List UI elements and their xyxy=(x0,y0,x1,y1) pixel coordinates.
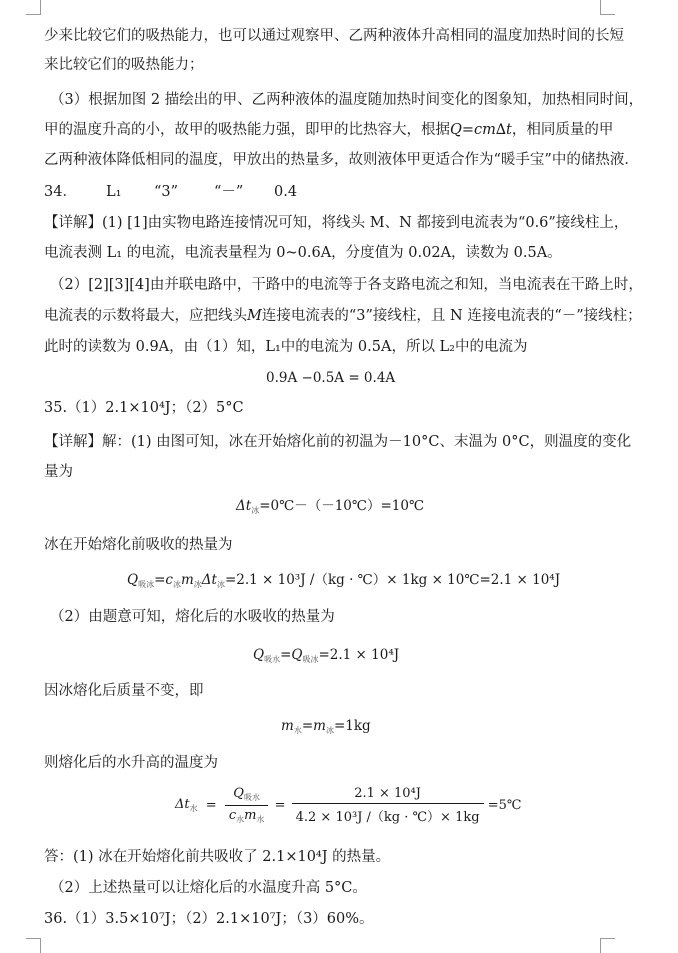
eq6-lhs-sub: 水 xyxy=(189,804,198,813)
text-line-4 xyxy=(44,120,613,140)
explanation-35-line-3: 冰在开始熔化前吸收的热量为 xyxy=(44,537,233,553)
explanation-34-line-4-head: 电流表的示数将最大，应把线头 xyxy=(44,308,247,324)
eq6-lhs xyxy=(175,797,198,814)
eq5-m2: =m xyxy=(301,718,326,734)
eq3-c: =c xyxy=(154,572,173,588)
explanation-34-line-1: 【详解】(1) [1]由实物电路连接情况可知，将线头 M、N 都接到电流表为“0.6”接线柱上， xyxy=(44,215,629,231)
answer-34 xyxy=(44,182,297,202)
eq6-equals-1: = xyxy=(205,798,217,813)
text-line-4-tail: ，相同质量的甲 xyxy=(511,122,614,138)
eq4-q2-sub: 吸冰 xyxy=(302,655,319,664)
answer-34-blank-2: “3” xyxy=(154,184,179,200)
answer-34-blank-4: 0.4 xyxy=(274,184,298,200)
eq3-c-sub: 冰 xyxy=(172,580,181,589)
crop-mark-bottom-left xyxy=(26,938,41,953)
eq5-rhs: =1kg xyxy=(333,718,371,734)
answer-36: 36.（1）3.5×10⁷J；（2）2.1×10⁷J；（3）60%。 xyxy=(44,911,374,927)
eq6-f1-den-sub2: 水 xyxy=(256,815,265,824)
eq5-m1-sub: 水 xyxy=(293,726,302,735)
answer-34-blank-3: “－” xyxy=(214,184,244,200)
eq6-f2-denominator: 4.2 × 10³J /（kg · ℃）× 1kg xyxy=(295,810,480,825)
eq6-f1-num-q: Q xyxy=(233,786,244,801)
eq6-f1-den-m: m xyxy=(244,808,257,823)
explanation-34-line-4 xyxy=(44,306,642,326)
eq6-result: =5℃ xyxy=(487,798,522,813)
text-line-3: （3）根据加图 2 描绘出的甲、乙两种液体的温度随加热时间变化的图象知，加热相同时间， xyxy=(50,92,644,108)
eq6-f1-den-sub1: 水 xyxy=(236,815,245,824)
question-34-number: 34． xyxy=(44,184,77,200)
crop-mark-bottom-right xyxy=(600,938,615,953)
eq6-f1-den-c: c xyxy=(228,808,237,823)
equation-heat-water xyxy=(253,645,399,670)
eq5-m1: m xyxy=(281,718,294,734)
crop-mark-top-left xyxy=(26,0,41,15)
wire-m-label: M xyxy=(247,308,262,324)
conclusion-35-line-1: 答：(1) 冰在开始熔化前共吸收了 2.1×10⁴J 的热量。 xyxy=(44,849,391,865)
answer-35: 35.（1）2.1×10⁴J；（2）5°C xyxy=(44,400,244,416)
answer-34-blank-1: L₁ xyxy=(106,184,122,200)
formula-q-cm-dt: Q=cm∆t xyxy=(450,122,512,138)
explanation-35-line-2: 量为 xyxy=(44,464,73,480)
text-line-4-head: 甲的温度升高的小，故甲的吸热能力强，即甲的比热容大，根据 xyxy=(44,122,450,138)
equation-temperature-rise xyxy=(175,786,521,834)
eq3-m: m xyxy=(180,572,194,588)
explanation-35-line-5: 因冰熔化后质量不变，即 xyxy=(44,683,204,699)
eq3-dt-sub: 冰 xyxy=(216,580,225,589)
equation-delta-t-ice xyxy=(236,496,424,521)
eq3-rhs: =2.1 × 10³J /（kg · ℃）× 1kg × 10℃=2.1 × 10⁴J xyxy=(224,572,561,588)
eq6-f1-num-sub: 吸水 xyxy=(243,793,260,802)
eq6-f2-numerator: 2.1 × 10⁴J xyxy=(292,786,484,804)
eq6-equals-2: = xyxy=(274,798,286,813)
eq3-m-sub: 冰 xyxy=(193,580,202,589)
eq5-m2-sub: 冰 xyxy=(325,726,334,735)
equation-heat-ice xyxy=(127,570,560,595)
equation-current: 0.9A −0.5A = 0.4A xyxy=(266,370,396,386)
eq6-fraction-numeric xyxy=(292,786,484,825)
eq6-lhs-symbol: Δt xyxy=(175,797,190,812)
eq4-q1-sub: 吸水 xyxy=(264,655,281,664)
text-line-5: 乙两种液体降低相同的温度，甲放出的热量多，故则液体甲更适合作为“暖手宝”中的储热液． xyxy=(44,152,639,168)
eq2-symbol: Δt xyxy=(236,498,252,514)
eq3-q-sub: 吸冰 xyxy=(138,580,155,589)
explanation-34-line-3: （2）[2][3][4]由并联电路中，干路中的电流等于各支路电流之和知，当电流表在干路上时， xyxy=(50,277,643,293)
explanation-35-line-1: 【详解】解：(1) 由图可知，冰在开始熔化前的初温为－10°C、末温为 0°C，则温度的变化 xyxy=(44,434,632,450)
eq4-rhs: =2.1 × 10⁴J xyxy=(318,647,400,663)
conclusion-35-line-2: （2）上述热量可以让熔化后的水温度升高 5°C。 xyxy=(50,880,367,896)
eq6-fraction-symbolic xyxy=(225,786,269,825)
eq3-q: Q xyxy=(127,572,139,588)
explanation-35-line-6: 则熔化后的水升高的温度为 xyxy=(44,755,218,771)
eq4-q1: Q xyxy=(253,647,265,663)
explanation-34-line-4-tail: 连接电流表的“3”接线柱，且 N 连接电流表的“－”接线柱； xyxy=(261,308,642,324)
eq3-dt: Δt xyxy=(201,572,217,588)
explanation-34-line-2: 电流表测 L₁ 的电流，电流表量程为 0~0.6A，分度值为 0.02A，读数为 0.5A。 xyxy=(44,245,562,261)
eq6-f1-denominator xyxy=(225,806,269,825)
eq2-subscript: 冰 xyxy=(251,506,260,515)
eq2-rhs: =0℃－（－10℃）=10℃ xyxy=(259,498,425,514)
text-line-2: 来比较它们的吸热能力； xyxy=(44,57,204,73)
eq4-q2: =Q xyxy=(280,647,303,663)
crop-mark-top-right xyxy=(600,0,615,15)
text-line-1: 少来比较它们的吸热能力，也可以通过观察甲、乙两种液体升高相同的温度加热时间的长短 xyxy=(44,28,624,44)
eq6-f1-numerator xyxy=(225,786,269,806)
explanation-34-line-5: 此时的读数为 0.9A，由（1）知，L₁中的电流为 0.5A，所以 L₂中的电流为 xyxy=(44,339,528,355)
explanation-35-line-4: （2）由题意可知，熔化后的水吸收的热量为 xyxy=(50,609,335,625)
equation-mass xyxy=(281,716,371,741)
